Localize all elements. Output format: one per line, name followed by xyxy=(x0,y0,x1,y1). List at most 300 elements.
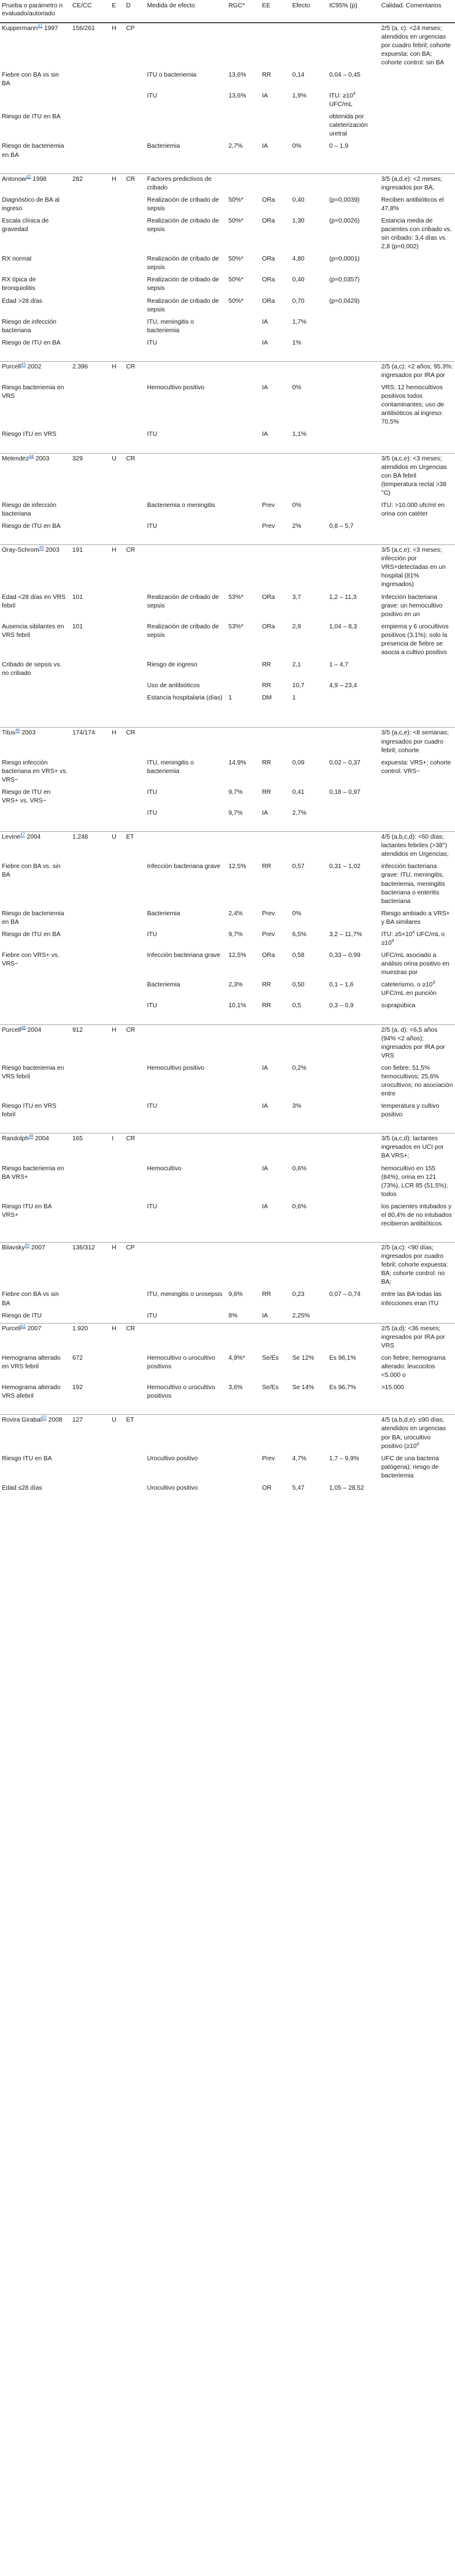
cell-effect: 0,23 xyxy=(292,1291,305,1298)
cell-rgc xyxy=(227,1134,261,1164)
cell-quality-comments xyxy=(380,338,455,350)
cell-e xyxy=(110,1483,124,1495)
cell-e xyxy=(110,296,124,317)
cell-rgc xyxy=(227,317,261,338)
cell-ce-cc xyxy=(71,680,110,693)
cell-ic95: 0,33 – 0,99 xyxy=(329,952,361,959)
cell-quality-comments: Reciben antibióticos el 47,8% xyxy=(381,196,444,212)
cell-ic95: Es 96,1% xyxy=(329,1354,356,1362)
cell-parameter: Escala clínica de gravedad xyxy=(2,217,49,233)
cell-effect-measure: Uso de antibióticos xyxy=(147,682,200,690)
spacer-cell xyxy=(0,162,455,174)
cell-ce-cc xyxy=(71,950,110,980)
cell-effect-measure: ITU xyxy=(147,431,158,438)
cell-effect: 0,40 xyxy=(292,196,305,204)
table-row xyxy=(0,929,455,950)
spacer-row xyxy=(0,705,455,716)
cell-e xyxy=(110,141,124,162)
cell-ee: IA xyxy=(262,431,268,438)
spacer-row xyxy=(0,716,455,728)
cell-quality-comments: suprapúbica xyxy=(381,1002,416,1010)
cell-ce-cc xyxy=(71,1454,110,1483)
spacer-row xyxy=(0,1122,455,1134)
cell-effect: 6,5% xyxy=(292,931,307,938)
cell-ce-cc xyxy=(71,195,110,216)
cell-parameter: Riesgo ITU en BA xyxy=(2,1455,52,1462)
cell-quality-comments: >15.000 xyxy=(381,1384,404,1392)
cell-ee: RR xyxy=(262,981,272,989)
study-header-row xyxy=(0,1415,455,1454)
cell-d xyxy=(124,909,145,929)
cell-effect: 2,9 xyxy=(292,623,301,630)
cell-quality-comments: con fiebre; hemograma alterado: leucocitos <5.000 o xyxy=(381,1354,446,1379)
table-row xyxy=(0,909,455,929)
cell-ce-cc xyxy=(71,429,110,441)
table-row xyxy=(0,1000,455,1013)
cell-quality-comments: 4/5 (a,b,c,d): <60 días; lactantes febriles (>38°) atendidos en Urgencias; xyxy=(380,832,455,862)
cell-parameter xyxy=(0,808,71,820)
cell-quality-comments xyxy=(380,660,455,680)
cell-effect xyxy=(291,728,327,758)
cell-ee xyxy=(260,112,290,141)
cell-effect xyxy=(291,1024,327,1063)
cell-d xyxy=(124,254,145,275)
cell-ce-cc xyxy=(71,787,110,808)
cell-rgc: 12,5% xyxy=(228,863,247,871)
cell-effect xyxy=(291,832,327,862)
table-row xyxy=(0,592,455,622)
cell-parameter: Edad ≤28 días xyxy=(2,1484,42,1492)
table-row xyxy=(0,1063,455,1101)
cell-e: U xyxy=(110,453,124,500)
cell-rgc: 1 xyxy=(228,695,232,702)
cell-rgc: 2,3% xyxy=(228,981,243,989)
cell-d xyxy=(124,195,145,216)
spacer-cell xyxy=(0,1231,455,1243)
cell-quality-comments: 3/5 (a,d,e): <2 meses; ingresados por BA; xyxy=(380,173,455,195)
cell-effect-measure: Riesgo de ingreso xyxy=(147,661,197,669)
cell-parameter xyxy=(0,693,71,705)
cell-quality-comments: infección bacteriana grave: ITU, meningitis, bacteriemia, meningitis bacteriana o enteritis bacteriana xyxy=(381,863,445,905)
cell-ee: IA xyxy=(262,1165,268,1172)
cell-ic95 xyxy=(327,500,380,521)
cell-d xyxy=(124,680,145,693)
cell-ee xyxy=(260,1134,290,1164)
cell-ee: IA xyxy=(262,93,268,100)
cell-e xyxy=(110,1311,124,1324)
cell-effect-measure: Bacteriemia xyxy=(147,143,180,150)
cell-effect-measure: ITU o bacteriemia xyxy=(147,71,197,78)
cell-quality-comments: VRS; 12 hemocultivos positivos todos contaminantes; uso de antibióticos al ingreso: 70,5% xyxy=(381,384,445,426)
cell-effect: 3,7 xyxy=(292,593,301,601)
cell-effect: Se 14% xyxy=(292,1384,315,1392)
cell-effect-measure: Hemocultivo o urocultivo positivos xyxy=(147,1384,215,1400)
cell-effect xyxy=(291,112,327,141)
cell-ce-cc: 672 xyxy=(72,1354,83,1362)
cell-ee xyxy=(260,361,290,383)
cell-effect-measure: ITU xyxy=(147,810,158,817)
reference-link[interactable]: 44 xyxy=(29,454,34,459)
spacer-row xyxy=(0,442,455,454)
cell-e: H xyxy=(110,728,124,758)
study-header-row xyxy=(0,1323,455,1353)
cell-quality-comments: Riesgo ambiado a VRS+ y BA similares xyxy=(381,910,450,926)
cell-rgc: 13,6% xyxy=(228,93,247,100)
cell-parameter: RX normal xyxy=(2,256,32,263)
cell-e xyxy=(110,950,124,980)
cell-d xyxy=(124,383,145,429)
cell-e xyxy=(110,929,124,950)
cell-effect-measure: ITU, meningitis o bacteriemia xyxy=(147,318,194,334)
cell-effect xyxy=(291,173,327,195)
cell-rgc: 50%* xyxy=(228,196,243,204)
reference-link[interactable]: 41 xyxy=(37,24,43,29)
spacer-row xyxy=(0,162,455,174)
cell-effect-measure: Realización de cribado de sepsis xyxy=(147,297,220,313)
cell-d xyxy=(124,693,145,705)
cell-ee: RR xyxy=(262,759,272,766)
cell-e xyxy=(110,1164,124,1202)
reference-link[interactable]: 50 xyxy=(25,1243,30,1248)
cell-effect: 0,40 xyxy=(292,276,305,284)
table-row xyxy=(0,216,455,254)
cell-e xyxy=(110,680,124,693)
cell-quality-comments: cateterismo, $o \ge 10^3$ UFC/mL en punción xyxy=(381,980,437,997)
cell-ee: RR xyxy=(262,788,272,796)
cell-ee xyxy=(260,1415,290,1454)
cell-quality-comments xyxy=(380,317,455,338)
cell-parameter: Randolph$^{49}$ 2004 xyxy=(0,1134,71,1164)
cell-rgc xyxy=(227,1323,261,1353)
cell-ce-cc xyxy=(71,980,110,1000)
cell-quality-comments xyxy=(380,429,455,441)
cell-effect-measure xyxy=(145,1024,227,1063)
cell-ee: ORa xyxy=(262,256,275,263)
reference-link[interactable]: 51 xyxy=(21,1324,26,1329)
cell-quality-comments: Infección bacteriana grave: un hemocultivo positivo en un xyxy=(381,593,443,618)
cell-parameter: Fiebre con BA vs sin BA xyxy=(2,71,59,87)
cell-effect: 3% xyxy=(292,1103,302,1110)
cell-rgc xyxy=(227,521,261,533)
cell-parameter xyxy=(0,980,71,1000)
cell-ic95: 0,04 – 0,45 xyxy=(329,71,361,78)
reference-link[interactable]: 45 xyxy=(39,546,44,551)
cell-quality-comments xyxy=(380,1311,455,1324)
cell-quality-comments: UFC/mL asociado a análisis orina positivo en muestras por xyxy=(381,952,449,977)
cell-d xyxy=(124,1483,145,1495)
cell-effect-measure xyxy=(145,832,227,862)
cell-ic95: 0,8 – 5,7 xyxy=(329,523,354,530)
cell-parameter xyxy=(0,91,71,112)
cell-effect: 1 xyxy=(292,695,296,702)
cell-effect-measure xyxy=(145,1134,227,1164)
cell-parameter: Melendez$^{44}$ 2003 xyxy=(0,453,71,500)
cell-quality-comments xyxy=(380,808,455,820)
cell-ce-cc xyxy=(71,70,110,91)
table-row xyxy=(0,141,455,162)
table-row xyxy=(0,980,455,1000)
cell-ee: RR xyxy=(262,1291,272,1298)
column-header-rgc: RGC* xyxy=(227,0,261,23)
cell-effect: 0,6% xyxy=(292,1203,307,1210)
cell-ee: RR xyxy=(262,863,272,871)
cell-d: CR xyxy=(124,453,145,500)
cell-e: H xyxy=(110,545,124,592)
cell-quality-comments xyxy=(380,521,455,533)
study-header-row xyxy=(0,832,455,862)
cell-parameter: Riesgo de bacteriemia en BA xyxy=(2,910,64,926)
cell-ic95 xyxy=(327,429,380,441)
cell-rgc: 12,5% xyxy=(228,952,247,959)
cell-e xyxy=(110,1202,124,1231)
cell-effect xyxy=(291,1243,327,1290)
cell-d xyxy=(124,1202,145,1231)
cell-e: H xyxy=(110,361,124,383)
table-row xyxy=(0,500,455,521)
cell-rgc xyxy=(227,832,261,862)
cell-effect-measure: ITU xyxy=(147,1312,158,1319)
cell-rgc: 50%* xyxy=(228,276,243,284)
cell-rgc: 9,7% xyxy=(228,810,243,817)
cell-ee: IA xyxy=(262,1103,268,1110)
spacer-cell xyxy=(0,705,455,716)
reference-link[interactable]: 49 xyxy=(28,1134,34,1139)
study-header-row xyxy=(0,453,455,500)
cell-d xyxy=(124,275,145,295)
cell-rgc xyxy=(227,1202,261,1231)
cell-effect-measure: ITU xyxy=(147,339,158,346)
spacer-cell xyxy=(0,1013,455,1025)
cell-effect-measure: Urocultivo positivo xyxy=(147,1455,198,1462)
cell-quality-comments: ITU: >10.000 ufc/ml en orina con catéter xyxy=(381,501,445,518)
study-header-row xyxy=(0,545,455,592)
cell-quality-comments xyxy=(380,254,455,275)
cell-d: CR xyxy=(124,1323,145,1353)
cell-e xyxy=(110,980,124,1000)
reference-link[interactable]: 48 xyxy=(21,1026,26,1031)
cell-quality-comments xyxy=(380,296,455,317)
cell-ee: ORa xyxy=(262,297,275,305)
table-row xyxy=(0,521,455,533)
cell-e: U xyxy=(110,832,124,862)
cell-d xyxy=(124,660,145,680)
cell-quality-comments: hemocultivo en 155 (84%), orina en 121 (73%), LCR 85 (51,5%); todos xyxy=(381,1165,448,1198)
spacer-cell xyxy=(0,533,455,545)
cell-rgc xyxy=(227,1243,261,1290)
spacer-cell xyxy=(0,1122,455,1134)
table-row xyxy=(0,787,455,808)
cell-e: U xyxy=(110,1415,124,1454)
study-header-row xyxy=(0,173,455,195)
cell-ic95: 0,31 – 1,02 xyxy=(329,863,361,871)
spacer-row xyxy=(0,1403,455,1415)
cell-quality-comments: Estancia media de pacientes con cribado vs. sin cribado: 3,4 días vs. 2,8 (p=0,002) xyxy=(381,217,452,251)
cell-effect-measure xyxy=(145,728,227,758)
spacer-cell xyxy=(0,820,455,832)
cell-effect-measure: Bacteriemia xyxy=(147,910,180,917)
cell-d: CR xyxy=(124,361,145,383)
cell-effect-measure: Factores predictivos de cribado xyxy=(145,173,227,195)
table-row xyxy=(0,758,455,787)
cell-e xyxy=(110,254,124,275)
table-row xyxy=(0,112,455,141)
cell-e xyxy=(110,758,124,787)
cell-ee xyxy=(260,1024,290,1063)
cell-quality-comments: 3/5 (a,c,e): <3 meses; infección por VRS+detectadas en un hospital (81% ingresados) xyxy=(380,545,455,592)
cell-rgc xyxy=(227,429,261,441)
cell-parameter: Levine$^{47}$ 2004 xyxy=(0,832,71,862)
cell-quality-comments xyxy=(380,141,455,162)
cell-ee: RR xyxy=(262,71,272,78)
cell-parameter: Riesgo ITU en VRS febril xyxy=(2,1103,56,1119)
cell-rgc xyxy=(227,23,261,70)
cell-quality-comments xyxy=(380,91,455,112)
cell-parameter: Riesgo de ITU en VRS+ vs. VRS− xyxy=(2,788,51,804)
cell-effect: 0,14 xyxy=(292,71,305,78)
cell-ic95 xyxy=(327,173,380,195)
table-row xyxy=(0,338,455,350)
table-row xyxy=(0,950,455,980)
reference-link[interactable]: 46 xyxy=(15,729,20,734)
cell-ic95 xyxy=(327,728,380,758)
cell-quality-comments xyxy=(380,1483,455,1495)
cell-d xyxy=(124,950,145,980)
cell-ee: IA xyxy=(262,339,268,346)
cell-ee xyxy=(260,1323,290,1353)
spacer-cell xyxy=(0,716,455,728)
cell-ee: ORa xyxy=(262,276,275,284)
cell-effect: 0,5 xyxy=(292,1002,301,1010)
cell-effect-measure: Infección bacteriana grave xyxy=(147,863,221,871)
cell-effect: 0,6% xyxy=(292,1165,307,1172)
cell-effect xyxy=(291,1134,327,1164)
cell-ic95 xyxy=(327,693,380,705)
cell-rgc xyxy=(227,728,261,758)
cell-ic95: 0,07 – 0,74 xyxy=(329,1291,361,1298)
cell-effect-measure: Hemocultivo positivo xyxy=(147,1064,205,1072)
cell-effect: 0% xyxy=(292,501,302,509)
cell-ce-cc xyxy=(71,693,110,705)
cell-ic95: 0,02 – 0,37 xyxy=(329,759,361,766)
cell-quality-comments xyxy=(380,680,455,693)
cell-effect-measure: ITU xyxy=(147,1002,158,1010)
column-header-e: E xyxy=(110,0,124,23)
cell-parameter: Riesgo bacteriemia en VRS febril xyxy=(2,1064,64,1080)
cell-ce-cc: 2.396 xyxy=(71,361,110,383)
cell-parameter: Riesgo de ITU en BA xyxy=(2,339,61,346)
table-header-row xyxy=(0,0,455,23)
cell-d xyxy=(124,1454,145,1483)
cell-ic95: 1,7 – 9,9% xyxy=(329,1455,359,1462)
cell-parameter: Riesgo de ITU en BA xyxy=(2,523,61,530)
cell-ic95: 1,05 – 28,52 xyxy=(329,1484,364,1492)
cell-rgc xyxy=(227,338,261,350)
cell-parameter: Antonow$^{42}$ 1998 xyxy=(0,173,71,195)
cell-ce-cc xyxy=(71,383,110,429)
cell-ee: ORa xyxy=(262,623,275,630)
cell-rgc: 3,6% xyxy=(228,1384,243,1392)
cell-e xyxy=(110,1063,124,1101)
table-row xyxy=(0,317,455,338)
cell-ic95 xyxy=(327,832,380,862)
column-header-ee: EE xyxy=(260,0,290,23)
cell-effect-measure xyxy=(145,112,227,141)
cell-effect: 10,7 xyxy=(292,682,305,690)
cell-ee: ORa xyxy=(262,593,275,601)
cell-rgc xyxy=(227,1164,261,1202)
cell-ce-cc xyxy=(71,317,110,338)
cell-ic95 xyxy=(327,545,380,592)
reference-link[interactable]: 43 xyxy=(21,362,26,367)
cell-ce-cc: 191 xyxy=(71,545,110,592)
cell-ee: IA xyxy=(262,318,268,326)
cell-ee: OR xyxy=(262,1484,272,1492)
cell-parameter: Riesgo de infección bacteriana xyxy=(2,318,56,334)
cell-e xyxy=(110,317,124,338)
cell-e: H xyxy=(110,23,124,70)
cell-ee: IA xyxy=(262,143,268,150)
cell-e xyxy=(110,787,124,808)
reference-link[interactable]: 47 xyxy=(20,833,25,837)
cell-quality-comments xyxy=(380,70,455,91)
cell-e xyxy=(110,693,124,705)
cell-ce-cc xyxy=(71,91,110,112)
spacer-row xyxy=(0,1013,455,1025)
cell-d xyxy=(124,1101,145,1122)
cell-ce-cc: 1.248 xyxy=(71,832,110,862)
table-row xyxy=(0,1483,455,1495)
table-row xyxy=(0,70,455,91)
cell-ic95 xyxy=(327,23,380,70)
cell-ee xyxy=(260,173,290,195)
cell-d xyxy=(124,861,145,908)
cell-d: CR xyxy=(124,545,145,592)
cell-ee: Prev xyxy=(262,1455,275,1462)
table-row xyxy=(0,660,455,680)
cell-parameter: Fiebre con BA vs. sin BA xyxy=(2,863,61,879)
cell-quality-comments: 2/5 (a,c): <90 días; ingresados por cuadro febril; cohorte expuesta: BA; cohorte control: no BA; xyxy=(380,1243,455,1290)
cell-rgc: 14,9% xyxy=(228,759,247,766)
cell-quality-comments xyxy=(380,112,455,141)
cell-ee xyxy=(260,832,290,862)
cell-d xyxy=(124,622,145,660)
cell-d xyxy=(124,1063,145,1101)
cell-effect xyxy=(291,1323,327,1353)
cell-d xyxy=(124,216,145,254)
cell-ee: Se/Es xyxy=(262,1384,279,1392)
cell-ce-cc xyxy=(71,660,110,680)
cell-ic95: (p=0,0039) xyxy=(329,196,360,204)
cell-e xyxy=(110,91,124,112)
reference-link[interactable]: 42 xyxy=(26,175,31,180)
column-header-d: D xyxy=(124,0,145,23)
cell-ee: RR xyxy=(262,682,272,690)
cell-d xyxy=(124,500,145,521)
cell-ic95 xyxy=(327,1063,380,1101)
cell-rgc xyxy=(227,383,261,429)
cell-parameter xyxy=(0,680,71,693)
cell-ee: Prev xyxy=(262,931,275,938)
cell-ce-cc: 192 xyxy=(72,1384,83,1392)
reference-link[interactable]: 52 xyxy=(42,1416,47,1420)
cell-e xyxy=(110,622,124,660)
study-header-row xyxy=(0,728,455,758)
cell-ic95: 3,2 – 11,7% xyxy=(329,931,362,938)
cell-d xyxy=(124,70,145,91)
cell-e xyxy=(110,275,124,295)
cell-parameter: Titus$^{46}$ 2003 xyxy=(0,728,71,758)
cell-d xyxy=(124,296,145,317)
